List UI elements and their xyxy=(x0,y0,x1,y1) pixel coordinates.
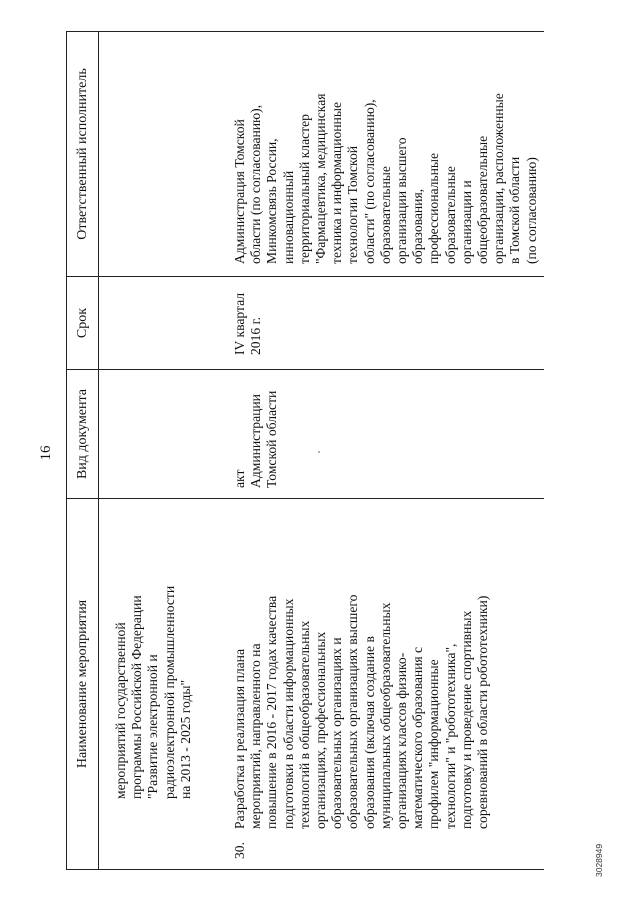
row-doc-type-cell xyxy=(217,370,544,499)
row-deadline: IV квартал 2016 г. xyxy=(232,292,264,355)
row-number: 30. xyxy=(232,842,247,859)
row-responsible: Администрация Томской области (по согласованию), Минкомсвязь России, инновационный территориальный кластер "Фармацевтика, медицинская техника и информационные технологии Томской области" (по согласованию), образовательные организации высшего образования, профессиональные образовательные организации и общеобразовательные организации, расположенные в Томской области (по согласованию) xyxy=(232,93,539,264)
table-row-continuation xyxy=(99,32,218,870)
row-doc-type: акт Администрации Томской области xyxy=(232,390,280,488)
header-doc-type: Вид документа xyxy=(67,370,99,499)
page-number: 16 xyxy=(38,445,54,461)
continuation-cell xyxy=(99,499,218,870)
continuation-responsible xyxy=(99,32,218,277)
document-id: 3028949 xyxy=(594,843,604,877)
continuation-deadline xyxy=(99,277,218,370)
table-row xyxy=(217,32,544,870)
scan-speck xyxy=(318,451,320,453)
continuation-doc-type xyxy=(99,370,218,499)
header-deadline: Срок xyxy=(67,277,99,370)
header-name: Наименование мероприятия xyxy=(67,499,99,870)
row-name-cell xyxy=(217,499,544,870)
row-responsible-cell xyxy=(217,32,544,277)
measures-table xyxy=(66,31,545,870)
continuation-name: мероприятий государственной программы Российской Федерации "Развитие электронной и радиоэлектронной промышленности на 2013 - 2025 годы" xyxy=(113,585,193,799)
row-name: Разработка и реализация плана мероприятий, направленного на повышение в 2016 - 2017 годах качества подготовки в области информационных технологий в общеобразовательных организациях, профессиональных образовательных организациях и образовательных организациях высшего образования (включая создание в муниципальных общеобразовательных организациях классов физико- математического образования с профилем "информационные технологии" и "робототехника", подготовку и проведение спортивных соревнований в области робототехники) xyxy=(232,594,491,829)
header-responsible: Ответственный исполнитель xyxy=(67,32,99,277)
row-deadline-cell xyxy=(217,277,544,370)
table-header-row xyxy=(67,32,99,870)
